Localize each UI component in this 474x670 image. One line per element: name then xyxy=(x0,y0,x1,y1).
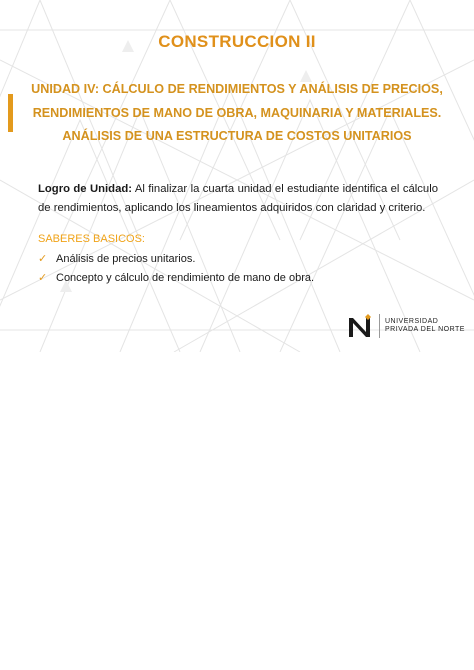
checkmark-icon: ✓ xyxy=(38,253,48,265)
accent-bar xyxy=(8,94,13,132)
logo-divider xyxy=(379,314,380,338)
saberes-heading: SABERES BASICOS: xyxy=(38,233,145,245)
logo-text xyxy=(385,318,465,335)
saberes-list xyxy=(38,250,314,288)
checkmark-icon: ✓ xyxy=(38,272,48,284)
list-item-text: Concepto y cálculo de rendimiento de mano de obra. xyxy=(56,272,315,284)
achievement-label: Logro de Unidad: xyxy=(38,183,133,195)
logo-line-2: PRIVADA DEL NORTE xyxy=(385,326,465,333)
achievement-text: Al finalizar la cuarta unidad el estudiante identifica el cálculo de rendimientos, aplicando los lineamientos adquiridos con claridad y criterio. xyxy=(38,183,438,214)
list-item-text: Análisis de precios unitarios. xyxy=(56,253,196,265)
unit-achievement xyxy=(38,180,438,218)
upn-n-icon xyxy=(346,312,376,340)
university-logo xyxy=(346,312,465,340)
unit-subtitle: UNIDAD IV: CÁLCULO DE RENDIMIENTOS Y ANÁLISIS DE PRECIOS, RENDIMIENTOS DE MANO DE OBRA, MAQUINARIA Y MATERIALES. ANÁLISIS DE UNA ESTRUCTURA DE COSTOS UNITARIOS xyxy=(31,82,443,143)
page-title: CONSTRUCCION II xyxy=(158,32,316,51)
list-item xyxy=(38,250,314,269)
logo-line-1: UNIVERSIDAD xyxy=(385,317,439,325)
list-item xyxy=(38,269,314,288)
